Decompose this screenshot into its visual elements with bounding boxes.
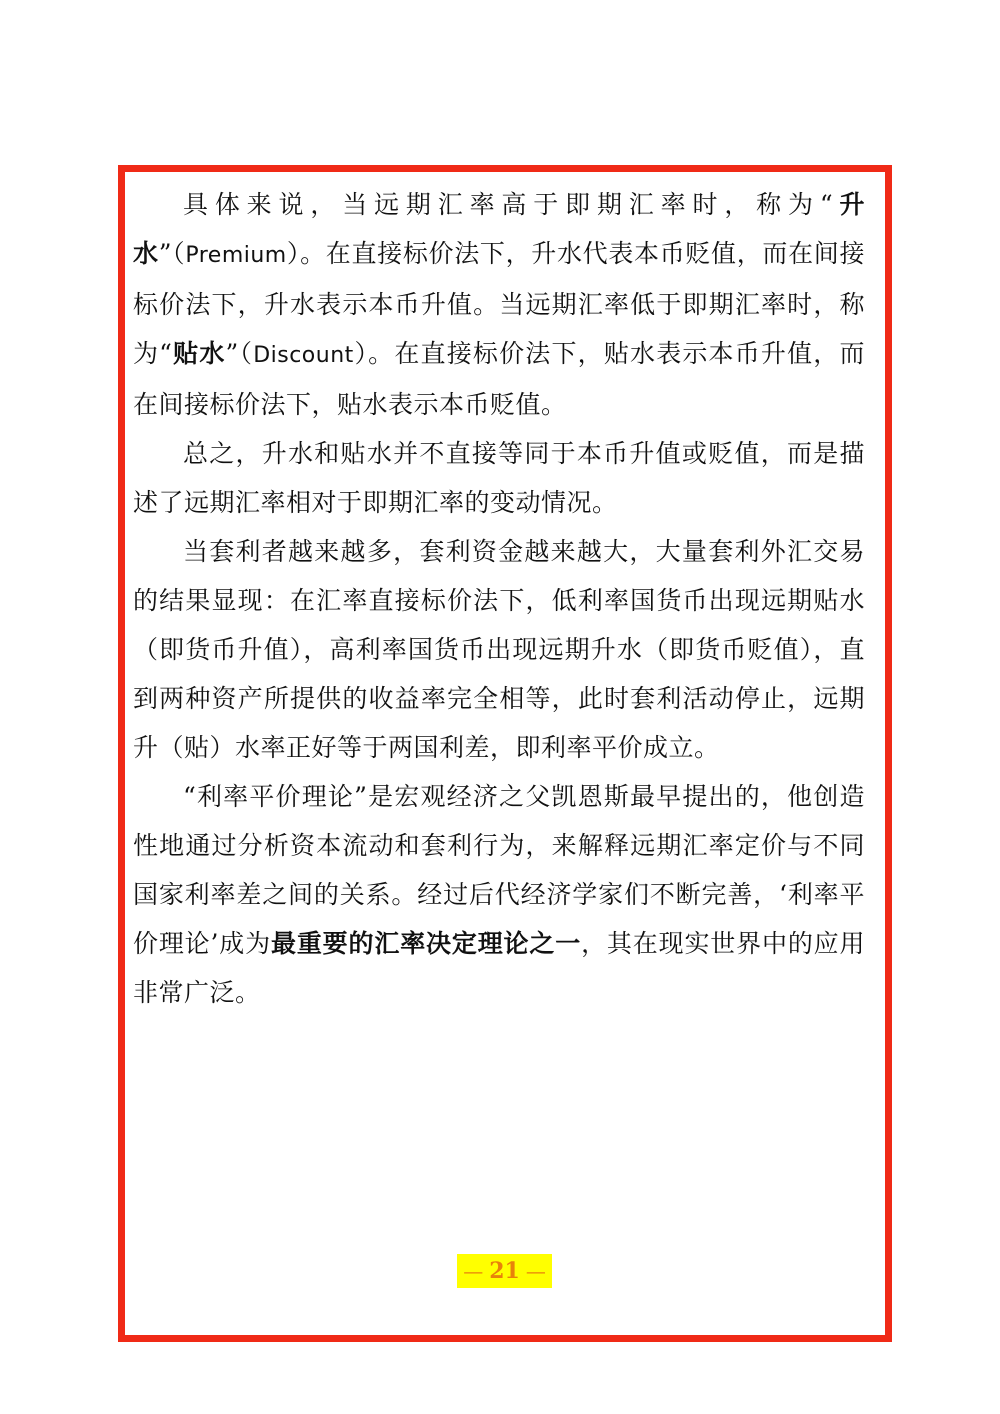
document-body bbox=[133, 180, 865, 1017]
paragraph-text: ，其在现实世界中的应用非常广泛。 bbox=[133, 929, 865, 1007]
page-number-dash-right: — bbox=[525, 1259, 546, 1283]
paragraph-text: ）。在直接标价法下，贴水表示本币升值，而在间接标价法下，贴水表示本币贬值。 bbox=[133, 339, 865, 419]
paragraph-text: ”（ bbox=[225, 339, 254, 368]
page-number-badge bbox=[457, 1254, 552, 1288]
paragraph bbox=[133, 772, 865, 1017]
paragraph-text: ”（ bbox=[158, 239, 186, 268]
paragraph-text: ）。在直接标价法下，升水代表本币贬值，而在间接标价法下，升水表示本币升值。当远期汇率低于即期汇率时，称为“ bbox=[133, 239, 865, 368]
bold-term: 最重要的汇率决定理论之一 bbox=[271, 929, 582, 958]
paragraph-text: Premium bbox=[185, 243, 287, 268]
paragraph-text: 总之，升水和贴水并不直接等同于本币升值或贬值，而是描述了远期汇率相对于即期汇率的变动情况。 bbox=[133, 439, 865, 517]
paragraph-text: “利率平价理论”是宏观经济之父凯恩斯最早提出的，他创造性地通过分析资本流动和套利行为，来解释远期汇率定价与不同国家利率差之间的关系。经过后代经济学家们不断完善，‘利率平价理论’成为 bbox=[133, 782, 865, 958]
paragraph bbox=[133, 180, 865, 429]
paragraph bbox=[133, 527, 865, 772]
paragraph-text: Discount bbox=[253, 343, 354, 368]
paragraph-text: 当套利者越来越多，套利资金越来越大，大量套利外汇交易的结果显现：在汇率直接标价法下，低利率国货币出现远期贴水（即货币升值），高利率国货币出现远期升水（即货币贬值），直到两种资产所提供的收益率完全相等，此时套利活动停止，远期升（贴）水率正好等于两国利差，即利率平价成立。 bbox=[133, 537, 865, 762]
bold-term: 贴水 bbox=[172, 339, 226, 368]
page-number: 21 bbox=[489, 1258, 520, 1284]
paragraph-text: 具体来说，当远期汇率高于即期汇率时，称为“ bbox=[183, 190, 834, 219]
page-number-dash-left: — bbox=[463, 1259, 484, 1283]
paragraph bbox=[133, 429, 865, 527]
bold-term: 升水 bbox=[133, 190, 865, 268]
